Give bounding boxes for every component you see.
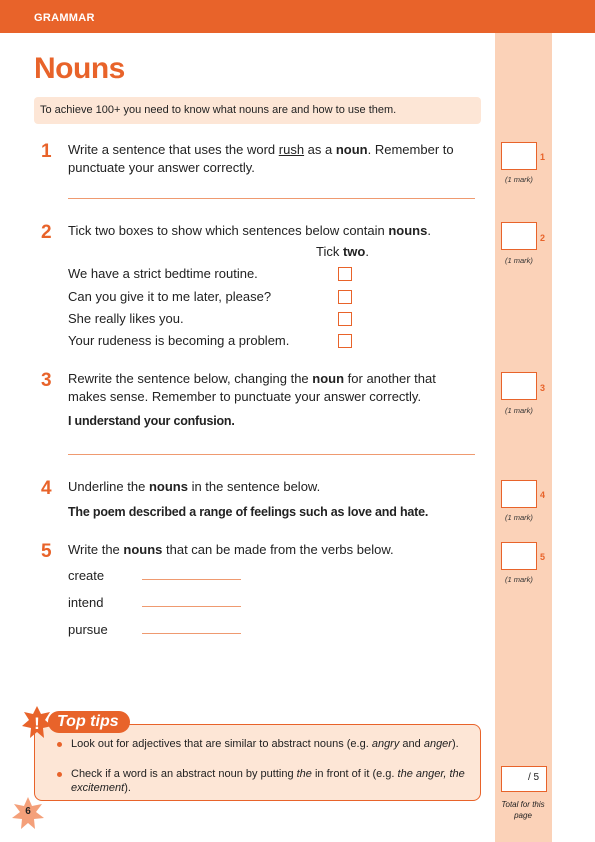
- question-5-text: Write the nouns that can be made from the verbs below.: [68, 542, 394, 557]
- question-3-text: Rewrite the sentence below, changing the noun for another that makes sense. Remember to punctuate your answer correctly.: [68, 371, 436, 404]
- section-header-bar: [0, 0, 595, 33]
- verb-2-answer-line[interactable]: [142, 606, 241, 607]
- tick-option-2-label: Can you give it to me later, please?: [68, 289, 272, 304]
- page-title: Nouns: [34, 52, 125, 85]
- question-4-text: Underline the nouns in the sentence below.: [68, 479, 321, 494]
- total-label: Total for this page: [501, 800, 545, 820]
- mark-box-1[interactable]: [501, 142, 537, 170]
- answer-line-3[interactable]: [68, 454, 475, 455]
- section-label: GRAMMAR: [34, 12, 95, 24]
- verb-1-answer-line[interactable]: [142, 579, 241, 580]
- tip-2: Check if a word is an abstract noun by putting the in front of it (e.g. the anger, the excitement).: [71, 768, 465, 794]
- mark-box-3[interactable]: [501, 372, 537, 400]
- question-2-number: 2: [41, 222, 52, 243]
- mark-number-1: 1: [540, 152, 546, 162]
- question-3-number: 3: [41, 370, 52, 391]
- tick-box-3[interactable]: [338, 312, 352, 326]
- mark-number-5: 5: [540, 552, 546, 562]
- total-score-value: / 5: [528, 772, 540, 783]
- tip-1: Look out for adjectives that are similar to abstract nouns (e.g. angry and anger).: [71, 738, 459, 750]
- verb-3-answer-line[interactable]: [142, 633, 241, 634]
- question-5-number: 5: [41, 541, 52, 562]
- tick-option-3-label: She really likes you.: [68, 311, 184, 326]
- tick-instruction: Tick two.: [316, 244, 369, 259]
- tick-option-1-label: We have a strict bedtime routine.: [68, 266, 258, 281]
- mark-number-2: 2: [540, 233, 546, 243]
- question-1-text: Write a sentence that uses the word rush as a noun. Remember to punctuate your answer correctly.: [68, 142, 454, 175]
- intro-banner: [34, 97, 481, 124]
- mark-label-5: (1 mark): [505, 575, 533, 584]
- exclamation-burst-icon: [22, 706, 52, 740]
- mark-label-1: (1 mark): [505, 175, 533, 184]
- tip-1-bullet: [57, 742, 62, 747]
- mark-label-3: (1 mark): [505, 406, 533, 415]
- total-score-box[interactable]: [501, 766, 547, 792]
- mark-box-2[interactable]: [501, 222, 537, 250]
- tick-option-4-label: Your rudeness is becoming a problem.: [68, 333, 290, 348]
- target-word: rush: [278, 142, 305, 157]
- answer-line-1[interactable]: [68, 198, 475, 199]
- tip-2-bullet: [57, 772, 62, 777]
- intro-text: To achieve 100+ you need to know what nouns are and how to use them.: [40, 104, 397, 116]
- tick-box-4[interactable]: [338, 334, 352, 348]
- mark-box-4[interactable]: [501, 480, 537, 508]
- mark-label-2: (1 mark): [505, 256, 533, 265]
- top-tips-title: Top tips: [57, 713, 119, 730]
- verb-3: pursue: [68, 622, 108, 637]
- tick-box-1[interactable]: [338, 267, 352, 281]
- mark-box-5[interactable]: [501, 542, 537, 570]
- mark-number-4: 4: [540, 490, 546, 500]
- tips-icon-glyph: !: [34, 714, 40, 733]
- page-number: 6: [25, 806, 31, 817]
- question-2-text: Tick two boxes to show which sentences below contain nouns.: [68, 223, 431, 238]
- verb-1: create: [68, 568, 105, 583]
- question-3-sentence: I understand your confusion.: [68, 414, 235, 428]
- question-4-sentence[interactable]: The poem described a range of feelings such as love and hate.: [68, 505, 429, 519]
- tick-box-2[interactable]: [338, 290, 352, 304]
- question-1-number: 1: [41, 141, 52, 162]
- question-4-number: 4: [41, 478, 52, 499]
- mark-label-4: (1 mark): [505, 513, 533, 522]
- mark-number-3: 3: [540, 383, 546, 393]
- verb-2: intend: [68, 595, 104, 610]
